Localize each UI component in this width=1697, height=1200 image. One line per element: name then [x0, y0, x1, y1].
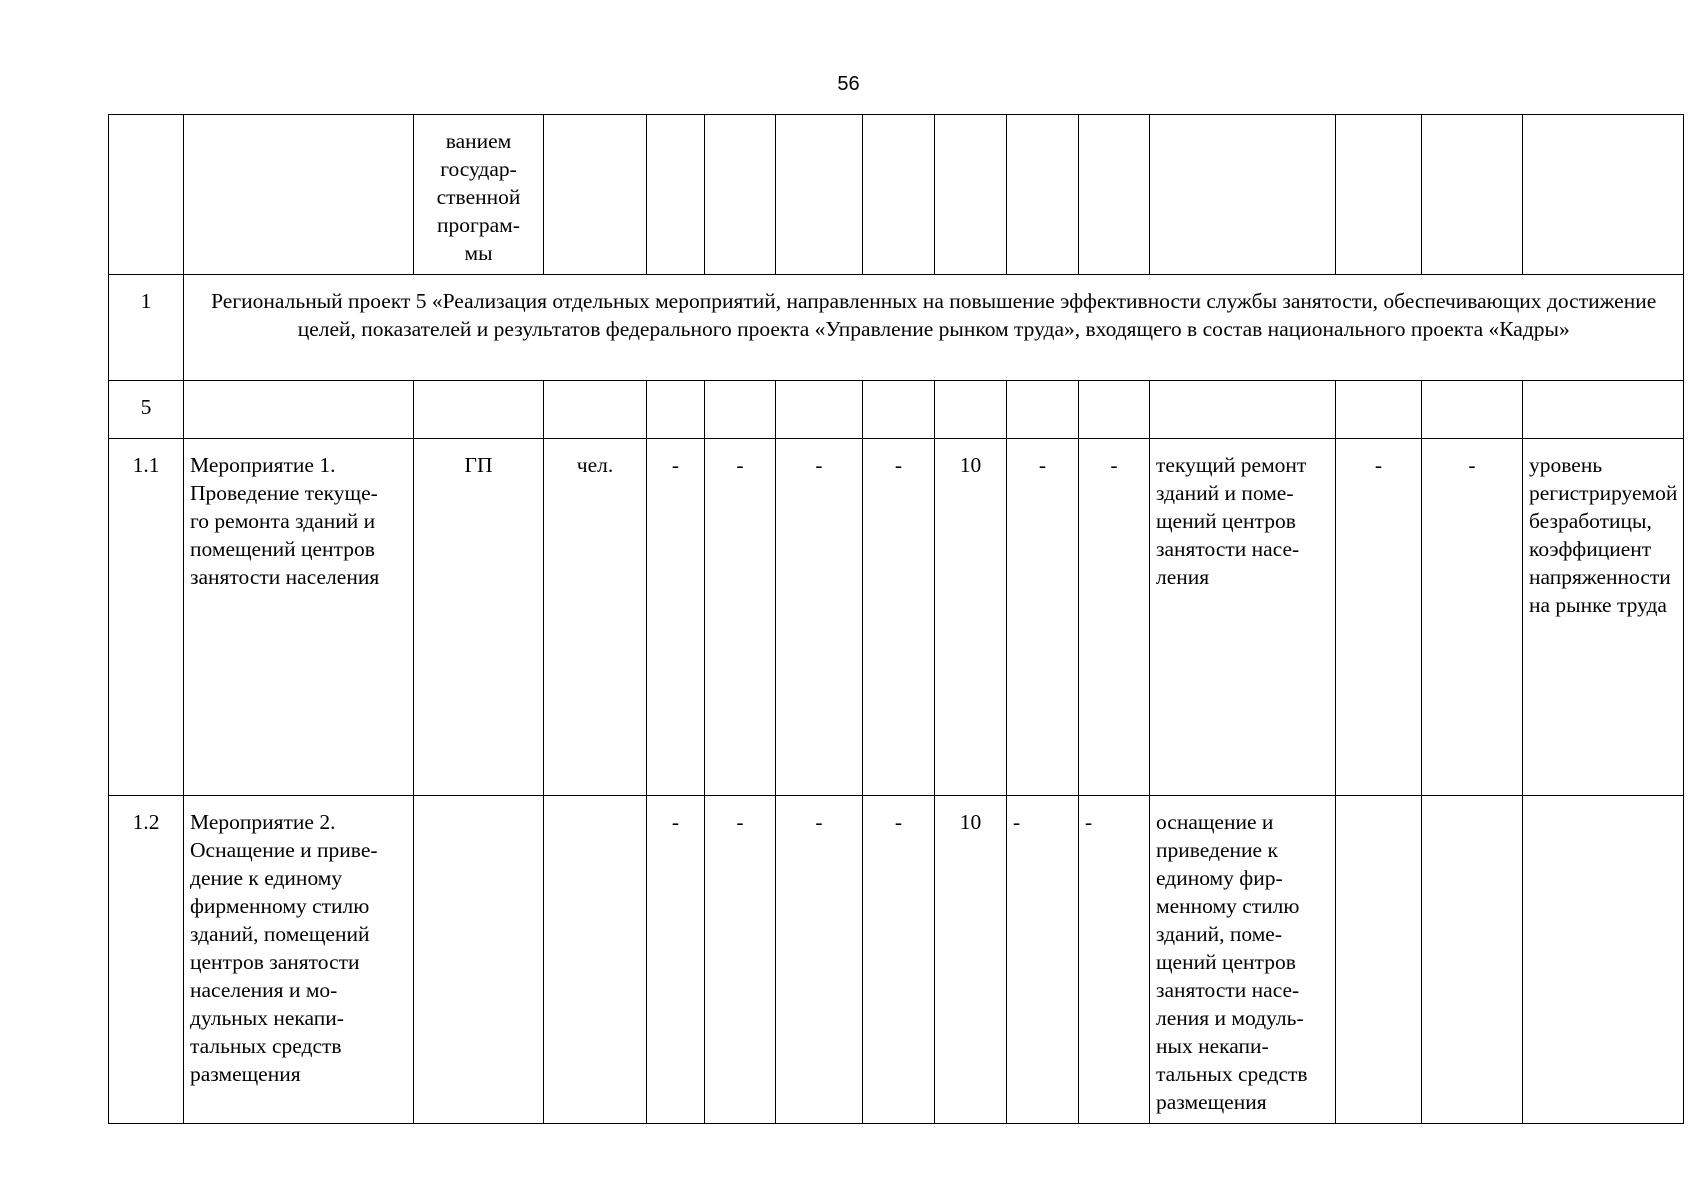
table-row [109, 439, 1684, 796]
numbering-cell [863, 381, 935, 439]
value-cell: - [1007, 796, 1079, 1124]
funding-source: ГП [414, 439, 544, 796]
header-cell [109, 115, 184, 275]
header-cell [647, 115, 705, 275]
value-cell: - [1422, 439, 1523, 796]
numbering-cell [1336, 381, 1422, 439]
table-row [109, 796, 1684, 1124]
unit-of-measure: чел. [544, 439, 647, 796]
header-cell [863, 115, 935, 275]
value-cell: - [1007, 439, 1079, 796]
value-cell: - [705, 796, 776, 1124]
section-row [109, 275, 1684, 381]
header-cell [705, 115, 776, 275]
program-activities-table [108, 114, 1684, 1124]
value-cell: - [863, 796, 935, 1124]
activity-name: Мероприятие 2. Оснащение и приве- дение к единому фирменному стилю зданий, помещений центров занятости населения и мо- дульных некапи- тальных средств размещения [184, 796, 414, 1124]
value-cell: - [863, 439, 935, 796]
header-cell [544, 115, 647, 275]
header-cell [1523, 115, 1684, 275]
numbering-cell [705, 381, 776, 439]
header-cell [1422, 115, 1523, 275]
header-cell [184, 115, 414, 275]
header-continuation-row [109, 115, 1684, 275]
numbering-cell [776, 381, 863, 439]
numbering-cell [1007, 381, 1079, 439]
header-cell [1007, 115, 1079, 275]
header-cell [935, 115, 1007, 275]
indicator-link [1523, 439, 1684, 796]
activity-name: Мероприятие 1. Проведение текуще- го ремонта зданий и помещений центров занятости населения [184, 439, 414, 796]
value-cell: - [1336, 439, 1422, 796]
section-title: Региональный проект 5 «Реализация отдельных мероприятий, направленных на повышение эффективности службы занятости, обеспечивающих достижение целей, показателей и результатов федерального проекта «Управление рынком труда», входящего в состав национального проекта «Кадры» [184, 275, 1684, 381]
indicator-text: уровень регистрируемой безработицы, коэффициент напряженности на рынке труда [1529, 453, 1678, 617]
value-cell: - [647, 439, 705, 796]
numbering-cell: 5 [109, 381, 184, 439]
header-cell [1079, 115, 1150, 275]
numbering-cell [935, 381, 1007, 439]
value-cell: 10 [935, 796, 1007, 1124]
result-description: оснащение и приведение к единому фир- менному стилю зданий, поме- щений центров занятости насе- ления и модуль- ных некапи- тальных средств размещения [1150, 796, 1336, 1124]
indicator-link [1523, 796, 1684, 1124]
numbering-cell [1422, 381, 1523, 439]
value-cell: - [1079, 796, 1150, 1124]
value-cell [1422, 796, 1523, 1124]
value-cell: - [1079, 439, 1150, 796]
value-cell: - [647, 796, 705, 1124]
unit-of-measure [544, 796, 647, 1124]
numbering-cell [544, 381, 647, 439]
result-description: текущий ремонт зданий и поме- щений центров занятости насе- ления [1150, 439, 1336, 796]
header-cell-source: ванием государ- ственной програм- мы [414, 115, 544, 275]
numbering-cell [1150, 381, 1336, 439]
value-cell [1336, 796, 1422, 1124]
numbering-cell [1079, 381, 1150, 439]
row-number: 1.1 [109, 439, 184, 796]
header-cell [1150, 115, 1336, 275]
value-cell: - [776, 439, 863, 796]
funding-source [414, 796, 544, 1124]
numbering-cell [414, 381, 544, 439]
value-cell: - [705, 439, 776, 796]
header-cell [1336, 115, 1422, 275]
value-cell: 10 [935, 439, 1007, 796]
header-cell [776, 115, 863, 275]
numbering-row [109, 381, 1684, 439]
numbering-cell [1523, 381, 1684, 439]
row-number: 1.2 [109, 796, 184, 1124]
value-cell: - [776, 796, 863, 1124]
numbering-cell [184, 381, 414, 439]
page-number: 56 [837, 73, 860, 95]
section-number: 1 [109, 275, 184, 381]
numbering-cell [647, 381, 705, 439]
